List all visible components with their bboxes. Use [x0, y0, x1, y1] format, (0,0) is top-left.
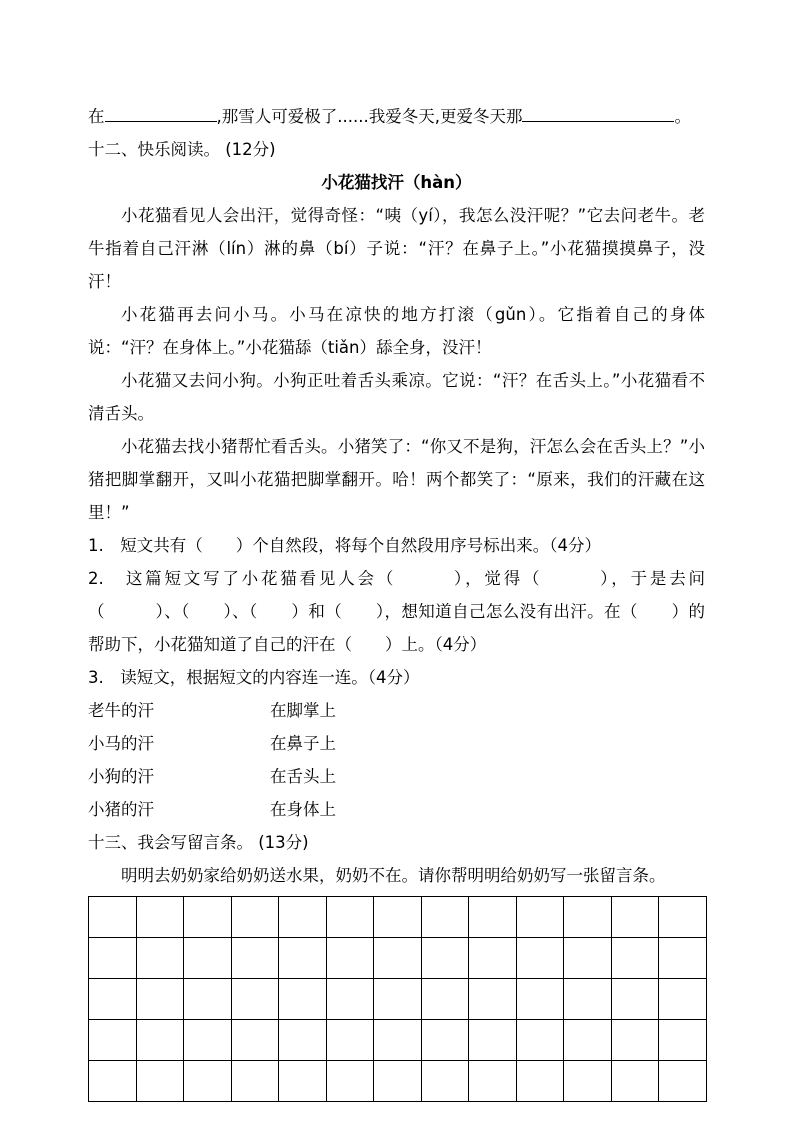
grid-cell[interactable]	[564, 1020, 612, 1061]
grid-cell[interactable]	[184, 979, 232, 1020]
grid-cell[interactable]	[516, 979, 564, 1020]
match-left-item: 老牛的汗	[88, 701, 154, 720]
grid-cell[interactable]	[374, 1061, 422, 1102]
grid-cell[interactable]	[279, 938, 327, 979]
matching-exercise	[88, 694, 705, 826]
match-right-item: 在身体上	[270, 800, 336, 819]
grid-row	[89, 938, 707, 979]
grid-cell[interactable]	[611, 897, 659, 938]
grid-cell[interactable]	[421, 938, 469, 979]
grid-cell[interactable]	[564, 897, 612, 938]
grid-cell[interactable]	[136, 1020, 184, 1061]
question-3: 3. 读短文，根据短文的内容连一连。（4分）	[88, 668, 420, 687]
grid-cell[interactable]	[231, 1020, 279, 1061]
grid-cell[interactable]	[89, 979, 137, 1020]
grid-cell[interactable]	[136, 979, 184, 1020]
section12-heading: 十二、快乐阅读。 (12分)	[88, 140, 276, 159]
grid-cell[interactable]	[611, 1020, 659, 1061]
intro-text-prefix: 在	[88, 107, 105, 126]
grid-cell[interactable]	[374, 938, 422, 979]
grid-cell[interactable]	[469, 979, 517, 1020]
answer-blank-1[interactable]	[105, 119, 217, 122]
grid-cell[interactable]	[421, 1061, 469, 1102]
grid-cell[interactable]	[564, 938, 612, 979]
grid-cell[interactable]	[659, 1061, 707, 1102]
grid-cell[interactable]	[231, 979, 279, 1020]
grid-cell[interactable]	[611, 1061, 659, 1102]
grid-cell[interactable]	[136, 938, 184, 979]
reading-paragraph: 小花猫再去问小马。小马在凉快的地方打滚（gǔn）。它指着自己的身体说：“汗？在身体上。”小花猫舔（tiǎn）舔全身，没汗！	[88, 305, 705, 357]
grid-cell[interactable]	[469, 1020, 517, 1061]
section13-heading: 十三、我会写留言条。 (13分)	[88, 833, 309, 852]
grid-cell[interactable]	[89, 897, 137, 938]
grid-cell[interactable]	[516, 897, 564, 938]
grid-cell[interactable]	[469, 938, 517, 979]
grid-cell[interactable]	[659, 979, 707, 1020]
grid-cell[interactable]	[374, 897, 422, 938]
answer-blank-2[interactable]	[522, 119, 674, 122]
intro-text-middle: ,那雪人可爱极了......我爱冬天,更爱冬天那	[216, 107, 523, 126]
grid-cell[interactable]	[611, 979, 659, 1020]
grid-row	[89, 1061, 707, 1102]
grid-cell[interactable]	[279, 1020, 327, 1061]
fill-in-sentence	[88, 100, 705, 133]
match-row	[88, 694, 705, 727]
grid-cell[interactable]	[89, 1061, 137, 1102]
match-row	[88, 727, 705, 760]
match-row	[88, 793, 705, 826]
grid-cell[interactable]	[231, 1061, 279, 1102]
grid-cell[interactable]	[136, 897, 184, 938]
grid-cell[interactable]	[421, 897, 469, 938]
match-row	[88, 760, 705, 793]
grid-row	[89, 979, 707, 1020]
grid-cell[interactable]	[516, 1061, 564, 1102]
grid-cell[interactable]	[659, 938, 707, 979]
grid-cell[interactable]	[326, 979, 374, 1020]
grid-cell[interactable]	[516, 1020, 564, 1061]
grid-cell[interactable]	[374, 979, 422, 1020]
grid-cell[interactable]	[279, 979, 327, 1020]
match-right-item: 在舌头上	[270, 767, 336, 786]
grid-cell[interactable]	[231, 897, 279, 938]
match-right-item: 在鼻子上	[270, 734, 336, 753]
match-left-item: 小猪的汗	[88, 800, 154, 819]
grid-cell[interactable]	[184, 1061, 232, 1102]
grid-cell[interactable]	[279, 897, 327, 938]
grid-cell[interactable]	[89, 938, 137, 979]
grid-cell[interactable]	[231, 938, 279, 979]
grid-cell[interactable]	[564, 1061, 612, 1102]
question-2: 2. 这篇短文写了小花猫看见人会（ ），觉得（ ），于是去问（ ）、（ ）、（ ）和（ ），想知道自己怎么没有出汗。在（ ）的帮助下，小花猫知道了自己的汗在（ ）上。（4分）	[88, 569, 705, 654]
reading-paragraph: 小花猫又去问小狗。小狗正吐着舌头乘凉。它说：“汗？在舌头上。”小花猫看不清舌头。	[88, 371, 705, 423]
grid-cell[interactable]	[469, 1061, 517, 1102]
grid-cell[interactable]	[279, 1061, 327, 1102]
writing-grid	[88, 896, 707, 1102]
match-left-item: 小马的汗	[88, 734, 154, 753]
grid-cell[interactable]	[564, 979, 612, 1020]
intro-text-suffix: 。	[674, 107, 691, 126]
grid-cell[interactable]	[184, 938, 232, 979]
reading-paragraph: 小花猫去找小猪帮忙看舌头。小猪笑了：“你又不是狗，汗怎么会在舌头上？”小猪把脚掌翻开，又叫小花猫把脚掌翻开。哈！两个都笑了：“原来，我们的汗藏在这里！”	[88, 437, 705, 522]
grid-cell[interactable]	[326, 897, 374, 938]
grid-cell[interactable]	[516, 938, 564, 979]
question-1: 1. 短文共有（ ）个自然段，将每个自然段用序号标出来。（4分）	[88, 536, 601, 555]
grid-cell[interactable]	[469, 897, 517, 938]
reading-paragraph: 小花猫看见人会出汗，觉得奇怪：“咦（yí），我怎么没汗呢？”它去问老牛。老牛指着自己汗淋（lín）淋的鼻（bí）子说：“汗？在鼻子上。”小花猫摸摸鼻子，没汗！	[88, 206, 705, 291]
grid-cell[interactable]	[326, 1020, 374, 1061]
grid-cell[interactable]	[659, 1020, 707, 1061]
section13-instruction: 明明去奶奶家给奶奶送水果，奶奶不在。请你帮明明给奶奶写一张留言条。	[121, 866, 666, 885]
grid-cell[interactable]	[136, 1061, 184, 1102]
grid-cell[interactable]	[184, 897, 232, 938]
grid-cell[interactable]	[374, 1020, 422, 1061]
match-left-item: 小狗的汗	[88, 767, 154, 786]
grid-cell[interactable]	[326, 1061, 374, 1102]
grid-cell[interactable]	[659, 897, 707, 938]
grid-cell[interactable]	[421, 979, 469, 1020]
grid-cell[interactable]	[184, 1020, 232, 1061]
grid-cell[interactable]	[326, 938, 374, 979]
reading-title: 小花猫找汗（hàn）	[321, 173, 472, 192]
match-right-item: 在脚掌上	[270, 701, 336, 720]
grid-row	[89, 897, 707, 938]
grid-row	[89, 1020, 707, 1061]
grid-cell[interactable]	[611, 938, 659, 979]
grid-cell[interactable]	[89, 1020, 137, 1061]
grid-cell[interactable]	[421, 1020, 469, 1061]
